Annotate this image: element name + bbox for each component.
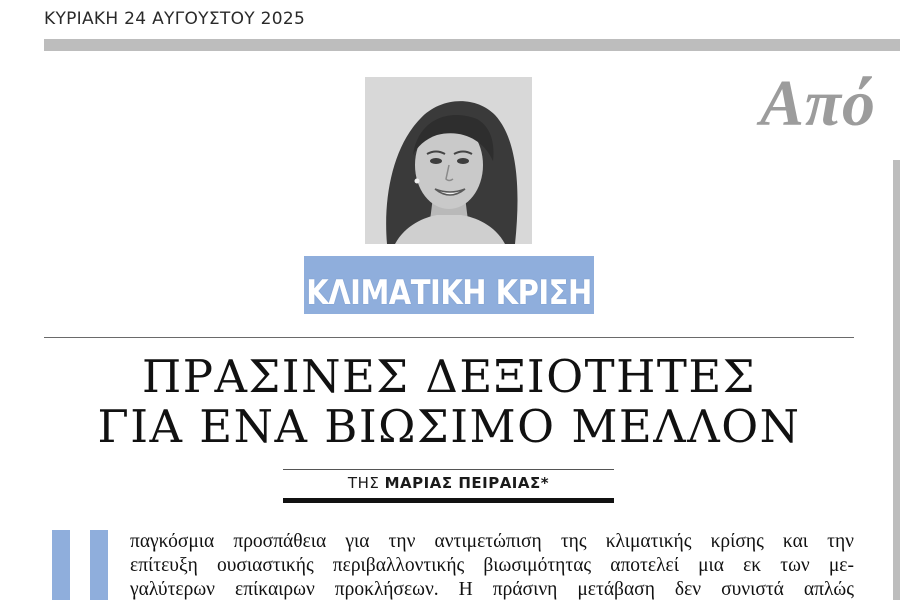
section-label: ΚΛΙΜΑΤΙΚΗ ΚΡΙΣΗ [306,272,592,313]
drop-cap-left-stem [52,530,70,600]
byline-top-rule [283,469,614,470]
column-rule [893,160,900,600]
body-line: γαλύτερων επίκαιρων προκλήσεων. Η πράσινη μετάβαση δεν συνιστά απλώς [130,579,854,600]
headline-line-2: ΓΙΑ ΕΝΑ ΒΙΩΣΙΜΟ ΜΕΛΛΟΝ [97,400,801,453]
body-line: παγκόσμια προσπάθεια για την αντιμετώπιση της κλιματικής κρίσης και την [130,531,854,552]
byline-bottom-rule [283,498,614,503]
top-rule [44,39,900,51]
author-name: ΜΑΡΙΑΣ ΠΕΙΡΑΙΑΣ* [384,474,550,492]
headline-top-rule [44,337,854,338]
adjacent-article-heading: Από [760,67,877,140]
author-portrait [365,77,532,244]
headline-line-1: ΠΡΑΣΙΝΕΣ ΔΕΞΙΟΤΗΤΕΣ [141,350,757,403]
drop-cap-right-stem [90,530,108,600]
byline-prefix: ΤΗΣ [347,474,380,492]
section-banner [304,256,594,314]
drop-cap [52,530,114,600]
body-line: επίτευξη ουσιαστικής περιβαλλοντικής βιωσιμότητας αποτελεί μια εκ των με- [130,555,854,576]
article-body [130,530,854,602]
byline [283,474,614,492]
issue-date: ΚΥΡΙΑΚΗ 24 ΑΥΓΟΥΣΤΟΥ 2025 [44,9,306,29]
article-headline [44,352,854,452]
